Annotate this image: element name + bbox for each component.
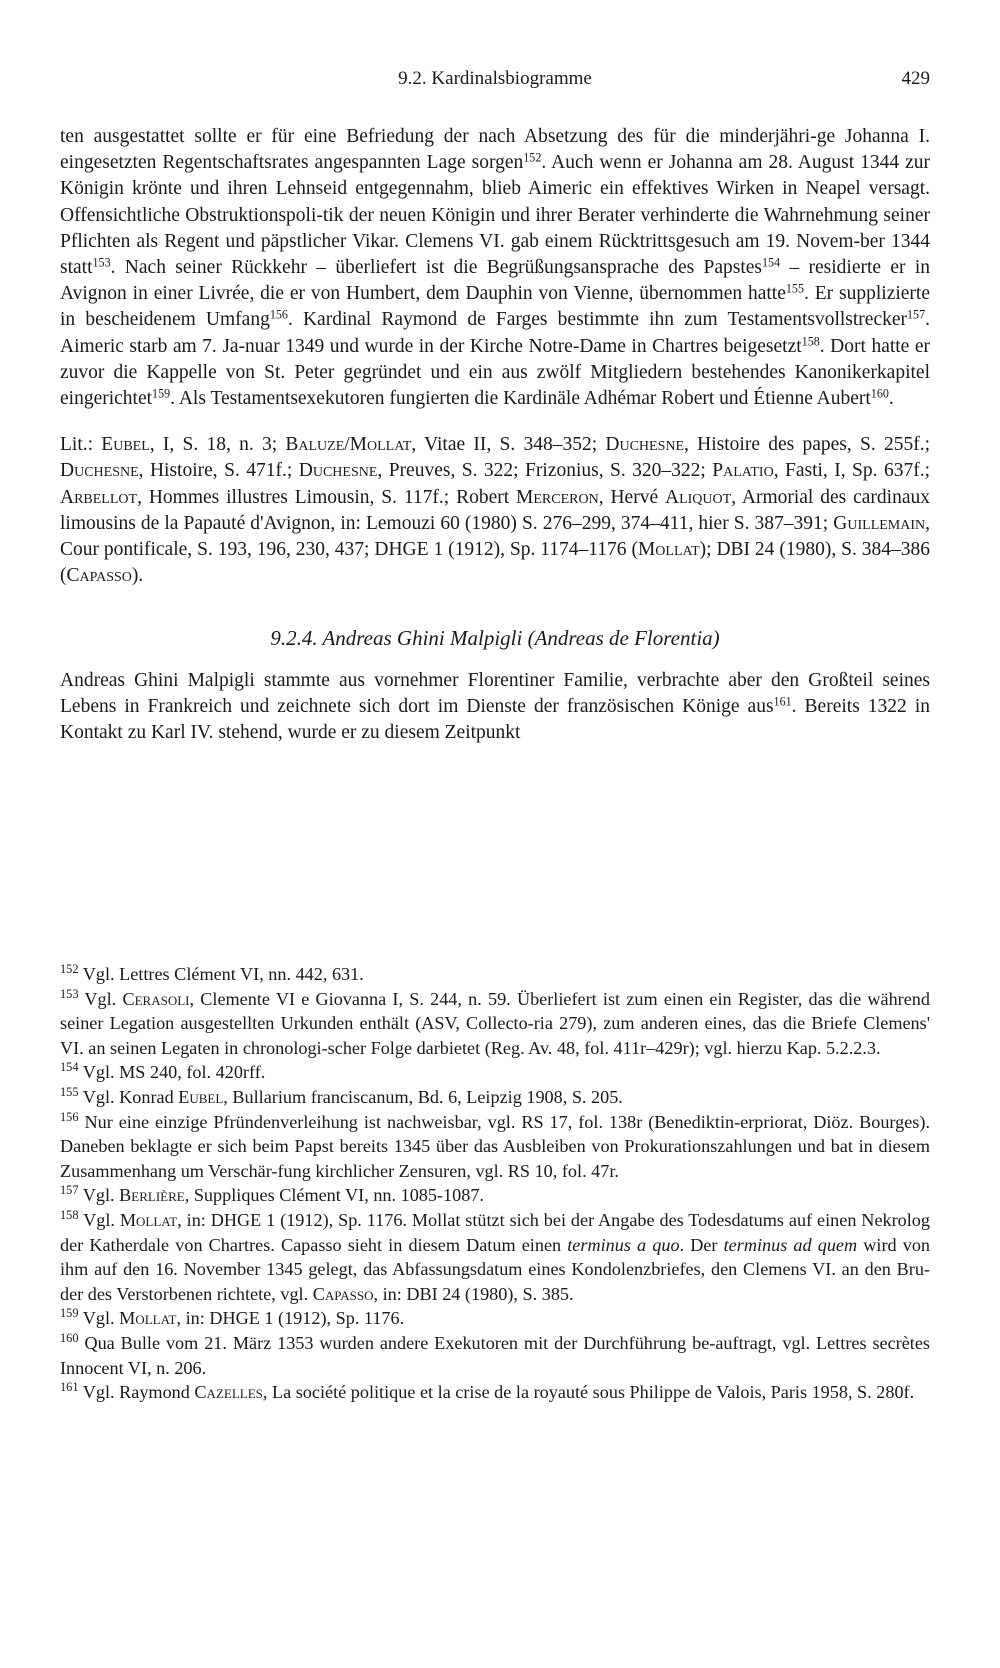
footnote-154 xyxy=(60,1060,930,1085)
author-name: Duchesne xyxy=(60,460,139,482)
section-title: 9.2. Kardinalsbiogramme xyxy=(398,68,592,89)
author-name: Mollat xyxy=(119,1308,177,1329)
footnotes xyxy=(60,962,930,1405)
text-run: Lit.: xyxy=(60,434,102,456)
author-name: Cazelles xyxy=(194,1382,263,1403)
author-name: Duchesne xyxy=(298,460,378,482)
text-run: Vgl. Lettres Clément VI, nn. 442, 631. xyxy=(78,964,364,984)
author-name: Mollat xyxy=(637,539,700,561)
text-run: Vgl. Konrad xyxy=(78,1086,179,1107)
text-run: ten ausgestattet sollte er für eine Befriedung der nach Absetzung des für die minderjähri-ge Johanna I. eingesetzten Regentschaftsrates angespannten Lage sorgen xyxy=(60,126,930,174)
running-header xyxy=(60,68,930,98)
author-name: Duchesne xyxy=(605,434,685,456)
text-run: . Aimeric starb am 7. Ja-nuar 1349 und wurde in der Kirche Notre-Dame in Chartres beigesetzt xyxy=(60,309,930,357)
page-number: 429 xyxy=(901,68,930,89)
text-run: . Kardinal Raymond de Farges bestimmte ihn zum Testamentsvollstrecker xyxy=(287,309,907,331)
author-name: Mollat xyxy=(119,1209,178,1230)
text-run: ). xyxy=(131,565,144,587)
text-run: Vgl. Raymond xyxy=(78,1382,195,1403)
footnote-number: 153 xyxy=(60,986,79,1001)
text-run: , Fasti, I, Sp. 637f.; xyxy=(773,460,930,482)
text-run: , in: DHGE 1 (1912), Sp. 1176. xyxy=(176,1308,405,1329)
text-run: , Cour pontificale, S. 193, 196, 230, 437; DHGE 1 (1912), Sp. 1174–1176 ( xyxy=(60,512,930,561)
text-run: , Bullarium franciscanum, Bd. 6, Leipzig 1908, S. 205. xyxy=(223,1086,623,1107)
footnote-ref: 159 xyxy=(152,386,171,401)
footnote-ref: 157 xyxy=(907,307,926,322)
italic-term: terminus a quo xyxy=(567,1234,680,1255)
text-run: . Er supplizierte in bescheidenem Umfang xyxy=(60,283,930,331)
literature-list xyxy=(60,432,930,589)
text-run: , in: DBI 24 (1980), S. 385. xyxy=(373,1283,574,1304)
footnote-153 xyxy=(60,987,930,1061)
text-run: , Clemente VI e Giovanna I, S. 244, n. 59. Überliefert ist zum einen ein Register, das die während seiner Legation ausgestellten Urkunden enthält (ASV, Collecto-ria 279), zum anderen eines, das die Briefe Clemens' VI. an seinen Legaten in chronologi-scher Folge darbietet (Reg. Av. 48, fol. 411r–429r); vgl. hierzu Kap. 5.2.2.3. xyxy=(60,988,930,1058)
footnote-ref: 153 xyxy=(92,255,111,270)
footnote-number: 152 xyxy=(60,962,79,977)
footnote-number: 161 xyxy=(60,1380,79,1395)
footnote-number: 155 xyxy=(60,1085,79,1100)
footnote-160 xyxy=(60,1331,930,1380)
author-name: Guillemain xyxy=(833,512,926,534)
text-run: , Suppliques Clément VI, nn. 1085-1087. xyxy=(184,1185,484,1206)
text-run: . Bereits 1322 in Kontakt zu Karl IV. stehend, wurde er zu diesem Zeitpunkt xyxy=(60,695,930,744)
text-run: . Nach seiner Rückkehr – überliefert ist die Begrüßungsansprache des Papstes xyxy=(110,257,763,279)
footnote-152 xyxy=(60,962,930,987)
footnote-ref: 160 xyxy=(870,386,889,401)
text-run: . Auch wenn er Johanna am 28. August 1344 zur Königin krönte und ihren Lehnseid entgegennahm, blieb Aimeric ein effektives Wirken in Neapel versagt. Offensichtliche Obstruktionspoli-tik der neuen Königin und ihrer Berater verhinderte die Wahrnehmung seiner Pflichten als Regent und päpstlicher Vikar. Clemens VI. gab einem Rücktrittsgesuch am 19. Novem-ber 1344 statt xyxy=(60,152,930,279)
author-name: Capasso xyxy=(66,565,132,587)
text-run: Vgl. xyxy=(78,1308,120,1329)
text-run: Vgl. MS 240, fol. 420rff. xyxy=(78,1062,266,1083)
footnote-157 xyxy=(60,1183,930,1208)
author-name: Cerasoli xyxy=(122,988,190,1009)
section-heading: 9.2.4. Andreas Ghini Malpigli (Andreas de Florentia) xyxy=(270,626,720,651)
footnote-number: 157 xyxy=(60,1183,79,1198)
author-name: Palatio xyxy=(712,460,774,482)
text-run: Vgl. xyxy=(78,1185,120,1206)
footnote-number: 156 xyxy=(60,1109,79,1124)
paragraph-andreas xyxy=(60,668,930,747)
author-name: Eubel xyxy=(178,1086,224,1107)
main-text xyxy=(60,124,930,746)
text-run: . xyxy=(888,388,894,410)
text-run: Vgl. xyxy=(78,1209,120,1230)
text-run: ); DBI 24 (1980), S. 384–386 ( xyxy=(60,539,930,587)
text-run: , Hommes illustres Limousin, S. 117f.; Robert xyxy=(137,486,517,508)
footnote-ref: 156 xyxy=(269,307,288,322)
paragraph-aimeric xyxy=(60,124,930,412)
text-run: . Der xyxy=(679,1234,724,1255)
text-run: . Dort hatte er zuvor die Kappelle von St. Peter gegründet und ein aus zwölf Mitgliedern bestehendes Kanonikerkapitel eingerichtet xyxy=(60,335,931,410)
footnote-156 xyxy=(60,1110,930,1184)
text-run: Vgl. xyxy=(78,988,123,1009)
text-run: , Preuves, S. 322; Frizonius, S. 320–322; xyxy=(377,460,713,482)
text-run: , Histoire, S. 471f.; xyxy=(138,460,299,482)
footnote-ref: 154 xyxy=(762,255,781,270)
author-name: Capasso xyxy=(312,1283,374,1304)
italic-term: terminus ad quem xyxy=(723,1234,858,1255)
author-name: Merceron xyxy=(516,486,599,508)
text-run: Nur eine einzige Pfründenverleihung ist nachweisbar, vgl. RS 17, fol. 138r (Benediktin-erpriorat, Diöz. Bourges). Daneben beklagte er sich beim Papst bereits 1345 über das Ausbleiben von Prokurationszahlungen und bat in diesem Zusammenhang um Verschär-fung kirchlicher Zensuren, vgl. RS 10, fol. 47r. xyxy=(60,1111,930,1181)
footnote-161 xyxy=(60,1380,930,1405)
author-name: Eubel xyxy=(101,434,150,456)
text-run: , in: DHGE 1 (1912), Sp. 1176. Mollat stützt sich bei der Angabe des Todesdatums auf einen Nekrolog der Katherdale von Chartres. Capasso sieht in diesem Datum einen xyxy=(60,1209,930,1255)
footnote-number: 158 xyxy=(60,1208,79,1223)
footnote-159 xyxy=(60,1306,930,1331)
text-run: , I, S. 18, n. 3; xyxy=(149,434,286,456)
text-run: – residierte er in Avignon in einer Livrée, die er von Humbert, dem Dauphin von Vienne, übernommen hatte xyxy=(60,257,930,305)
footnote-155 xyxy=(60,1085,930,1110)
text-run: , La société politique et la crise de la royauté sous Philippe de Valois, Paris 1958, S. 280f. xyxy=(262,1382,915,1403)
footnote-158 xyxy=(60,1208,930,1306)
footnote-ref: 155 xyxy=(785,281,804,296)
author-name: Berlière xyxy=(119,1185,185,1206)
author-name: Aliquot xyxy=(665,486,732,508)
footnote-ref: 161 xyxy=(773,694,792,709)
footnote-number: 159 xyxy=(60,1306,79,1321)
text-run: , Hervé xyxy=(598,486,665,508)
text-run: , Vitae II, S. 348–352; xyxy=(411,434,606,456)
text-run: , Histoire des papes, S. 255f.; xyxy=(684,434,930,456)
author-name: Arbellot xyxy=(60,486,138,508)
footnote-number: 160 xyxy=(60,1331,79,1346)
footnote-number: 154 xyxy=(60,1060,79,1075)
text-run: Andreas Ghini Malpigli stammte aus vornehmer Florentiner Familie, verbrachte aber den Großteil seines Lebens in Frankreich und zeichnete sich dort im Dienste der französischen Könige aus xyxy=(60,669,930,717)
footnote-ref: 158 xyxy=(801,333,820,348)
author-name: Baluze/Mollat xyxy=(285,434,412,456)
text-run: , Armorial des cardinaux limousins de la Papauté d'Avignon, in: Lemouzi 60 (1980) S. 276–299, 374–411, hier S. 387–391; xyxy=(60,486,930,534)
text-run: wird von ihm auf den 16. November 1345 gelegt, das Abfassungsdatum eines Kondolenzbriefes, den Clemens VI. an den Bru-der des Verstorbenen richtete, vgl. xyxy=(60,1234,931,1304)
text-run: . Als Testamentsexekutoren fungierten die Kardinäle Adhémar Robert und Étienne Aubert xyxy=(170,388,871,410)
text-run: Qua Bulle vom 21. März 1353 wurden andere Exekutoren mit der Durchführung be-auftragt, vgl. Lettres secrètes Innocent VI, n. 206. xyxy=(60,1332,930,1378)
footnote-ref: 152 xyxy=(523,150,542,165)
